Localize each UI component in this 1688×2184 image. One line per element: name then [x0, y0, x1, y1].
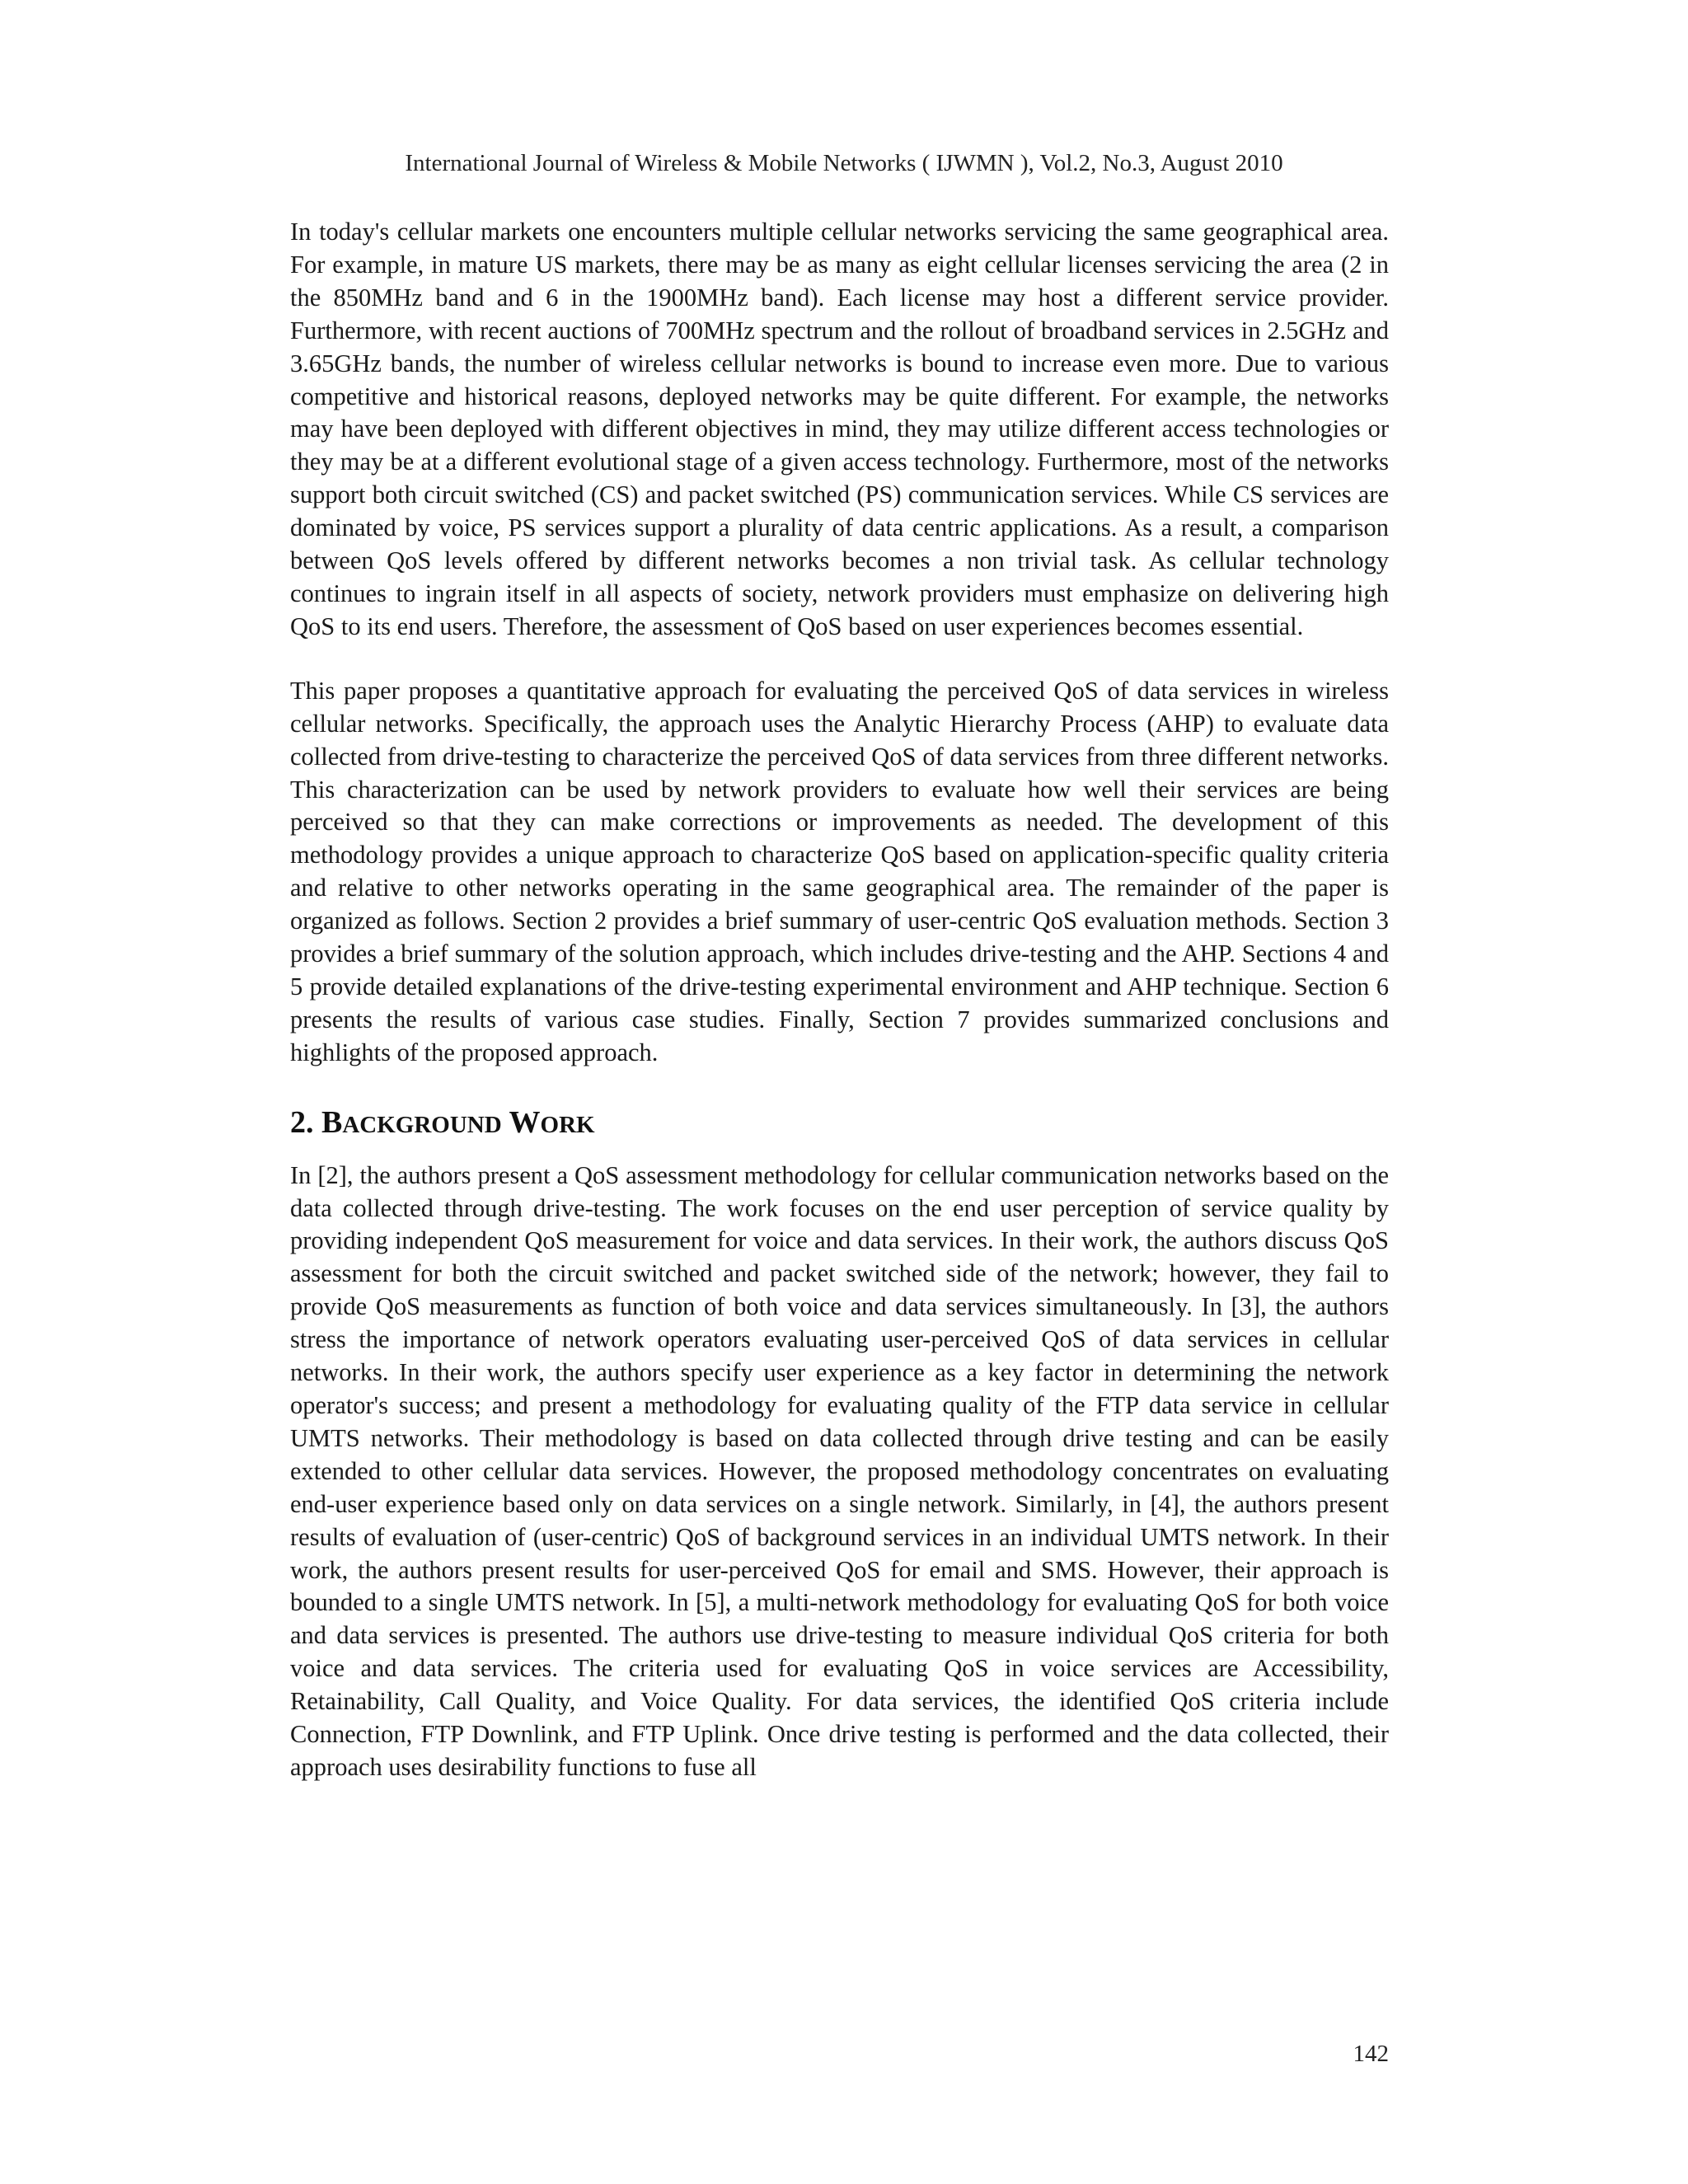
heading-initial-w: W	[509, 1104, 541, 1140]
paragraph-intro-markets: In today's cellular markets one encounters multiple cellular networks servicing the same geographical area. For example, in mature US markets, there may be as many as eight cellular licenses servicing the area (2 in the 850MHz band and 6 in the 1900MHz band). Each license may host a different service provider. Furthermore, with recent auctions of 700MHz spectrum and the rollout of broadband services in 2.5GHz and 3.65GHz bands, the number of wireless cellular networks is bound to increase even more. Due to various competitive and historical reasons, deployed networks may be quite different. For example, the networks may have been deployed with different objectives in mind, they may utilize different access technologies or they may be at a different evolutional stage of a given access technology. Furthermore, most of the networks support both circuit switched (CS) and packet switched (PS) communication services. While CS services are dominated by voice, PS services support a plurality of data centric applications. As a result, a comparison between QoS levels offered by different networks becomes a non trivial task. As cellular technology continues to ingrain itself in all aspects of society, network providers must emphasize on delivering high QoS to its end users. Therefore, the assessment of QoS based on user experiences becomes essential.	[290, 218, 1389, 640]
heading-rest-ackground: ACKGROUND	[342, 1111, 502, 1138]
section-number: 2.	[290, 1104, 314, 1140]
section-heading-background-work	[290, 1103, 1389, 1145]
body-content	[290, 216, 1389, 1784]
running-header: International Journal of Wireless & Mobile Networks ( IJWMN ), Vol.2, No.3, August 2010	[405, 150, 1283, 176]
paragraph-background-work: In [2], the authors present a QoS assessment methodology for cellular communication networks based on the data collected through drive-testing. The work focuses on the end user perception of service quality by providing independent QoS measurement for voice and data services. In their work, the authors discuss QoS assessment for both the circuit switched and packet switched side of the network; however, they fail to provide QoS measurements as function of both voice and data services simultaneously. In [3], the authors stress the importance of network operators evaluating user-perceived QoS of data services in cellular networks. In their work, the authors specify user experience as a key factor in determining the network operator's success; and present a methodology for evaluating quality of the FTP data service in cellular UMTS networks. Their methodology is based on data collected through drive testing and can be easily extended to other cellular data services. However, the proposed methodology concentrates on evaluating end-user experience based only on data services on a single network. Similarly, in [4], the authors present results of evaluation of (user-centric) QoS of background services in an individual UMTS network. In their work, the authors present results for user-perceived QoS for email and SMS. However, their approach is bounded to a single UMTS network. In [5], a multi-network methodology for evaluating QoS for both voice and data services is presented. The authors use drive-testing to measure individual QoS criteria for both voice and data services. The criteria used for evaluating QoS in voice services are Accessibility, Retainability, Call Quality, and Voice Quality. For data services, the identified QoS criteria include Connection, FTP Downlink, and FTP Uplink. Once drive testing is performed and the data collected, their approach uses desirability functions to fuse all	[290, 1160, 1389, 1781]
heading-rest-ork: ORK	[540, 1111, 595, 1138]
heading-initial-b: B	[321, 1104, 343, 1140]
page-number: 142	[1353, 2041, 1389, 2067]
paragraph-paper-overview: This paper proposes a quantitative approach for evaluating the perceived QoS of data services in wireless cellular networks. Specifically, the approach uses the Analytic Hierarchy Process (AHP) to evaluate data collected from drive-testing to characterize the perceived QoS of data services from three different networks. This characterization can be used by network providers to evaluate how well their services are being perceived so that they can make corrections or improvements as needed. The development of this methodology provides a unique approach to characterize QoS based on application-specific quality criteria and relative to other networks operating in the same geographical area. The remainder of the paper is organized as follows. Section 2 provides a brief summary of user-centric QoS evaluation methods. Section 3 provides a brief summary of the solution approach, which includes drive-testing and the AHP. Sections 4 and 5 provide detailed explanations of the drive-testing experimental environment and AHP technique. Section 6 presents the results of various case studies. Finally, Section 7 provides summarized conclusions and highlights of the proposed approach.	[290, 676, 1389, 1066]
